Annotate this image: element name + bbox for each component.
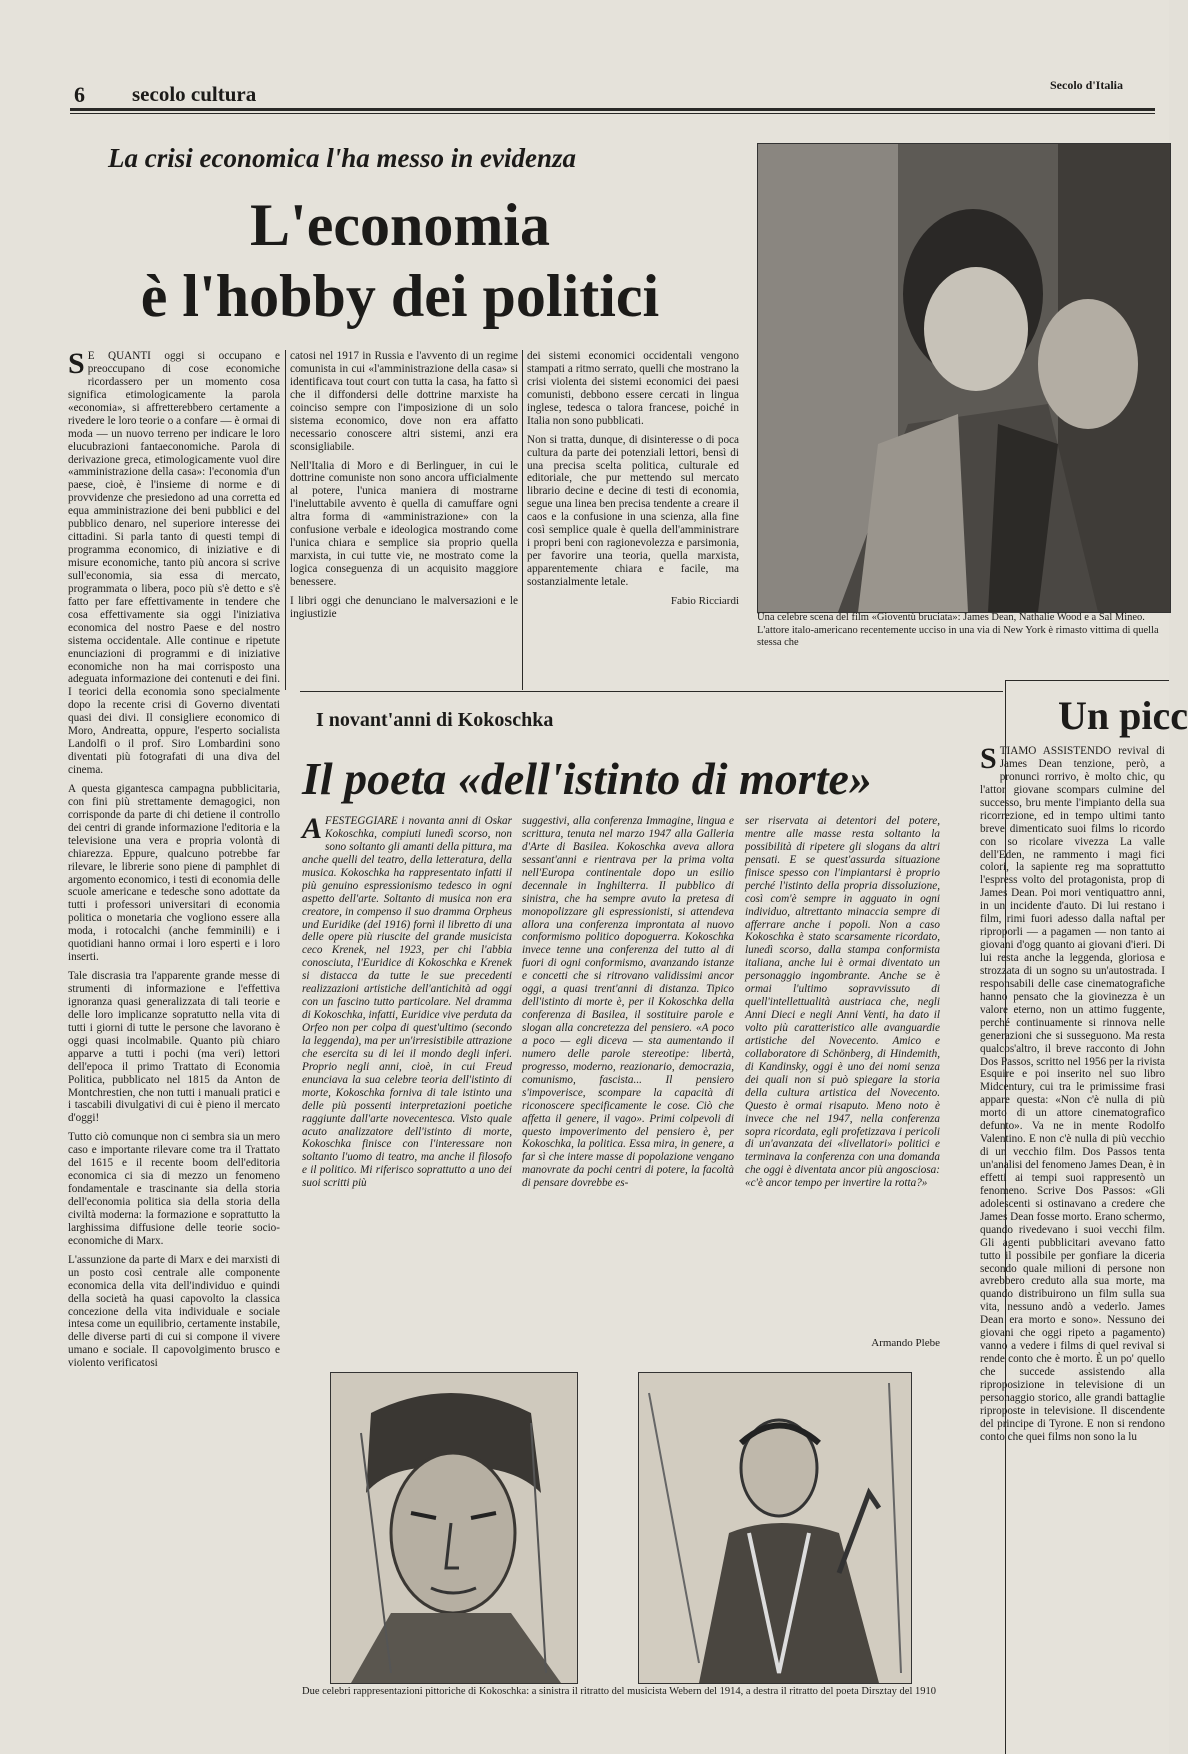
dirsztay-portrait-image (639, 1373, 911, 1683)
article1-column-2 (290, 350, 518, 690)
article2-signature: Armando Plebe (871, 1337, 940, 1349)
article1-col1-par5: L'assunzione da parte di Marx e dei marxisti di un posto così centrale alle componente economica della vita dell'individuo e quindi della società ha quasi capovolto la classica concezione della vita individuale e sociale intesa come un equilibrio, certamente instabile, delle diverse parti di cui si compone il vivere umano e sociale. Il capovolgimento brusco e violento verificatosi (68, 1253, 280, 1370)
column-divider (285, 350, 286, 690)
article1-col3-par1: dei sistemi economici occidentali vengono stampati a ritmo serrato, quelli che mostrano la crisi violenta dei sistemi economici dei paesi comunisti, debbono essere cercati in lingua inglese, tedesca o talora francese, poiché in Italia non sono pubblicati. (527, 350, 739, 427)
film-still-image (758, 144, 1170, 612)
webern-portrait-painting (330, 1372, 578, 1684)
article1-signature: Fabio Ricciardi (670, 594, 739, 607)
article2-col1-text: AFESTEGGIARE i novanta anni di Oskar Kokoschka, compiuti lunedì scorso, non sono soltanto gli amanti della pittura, ma anche quelli del teatro, della letteratura, della musica. Kokoschka ha rappresentato infatti il più genuino espressionismo tedesco in ogni aspetto dell'arte. Soltanto di musica non era creatore, in compenso il suo dramma Orpheus und Euridike (del 1916) fornì il libretto di una delle opere più riuscite del grande musicista ceco Krenek, nel 1923, per chi l'abbia conosciuta, l'Euridice di Kokoschka e Krenek si distacca da tutte le sue precedenti realizzazioni artistiche dell'antichità ad oggi con un fascino tutto particolare. Nel dramma di Kokoschka, infatti, Euridice vive perduta da Orfeo non per colpa di quest'ultimo (secondo la leggenda), ma per un'irresistibile attrazione che esercita su di lei il mondo degli inferi. Proprio negli anni, cioè, in cui Freud enunciava la sua celebre teoria dell'istinto di morte, Kokoschka forniva di tale istinto una delle più possenti interpretazioni poetiche raggiunte dall'arte novecentesca. Visto quale acuto analizzatore dell'istinto di morte, Kokoschka finisce con l'interessare non soltanto l'uomo di teatro, ma anche il filosofo e il politico. Mi riferisco soprattutto a uno dei suoi scritti più (302, 812, 512, 1190)
article1-col1-par2: A questa gigantesca campagna pubblicitaria, con fini più strettamente demagogici, non corrisponde da parte di chi detiene il controllo dei centri di grande informazione l'editoria e la televisione una vera e propria volontà di chiarezza. Eppure, qualcuno potrebbe far rilevare, le librerie sono piene di pamphlet di argomento economico, i testi di economia delle scuole americane e tedesche sono adottate da tutti i professori universitari di economia politica o monetaria che vogliono essere alla moda, i rotocalchi (anche femminili) e i quotidiani hanno ormai i loro esperti e i loro inserti. (68, 782, 280, 964)
article2-col3-text: ser riservata ai detentori del potere, mentre alle masse resta soltanto la possibilità di ripetere gli slogans da altri pensati. E se quest'assurda situazione finisce spesso con l'impiantarsi è proprio perché l'istinto della propria dissoluzione, così com'è sempre in agguato in ogni individuo, altrettanto minaccia sempre di afferrare anche i popoli. Non a caso Kokoschka è stato scarsamente ricordato, lunedì scorso, dalla stampa conformista italiana, anche lui è ormai diventato un personaggio ingombrante. Anche se è ormai l'ultimo sopravvissuto di quell'intellettualità austriaca che, negli Anni Dieci e negli Anni Venti, ha dato il volto più caratteristico alle avanguardie artistiche del Novecento. Amico e collaboratore di Schönberg, di Hindemith, di Kandinsky, oggi è uno dei nomi senza dei quali non si può spiegare la storia della cultura artistica del Novecento. Questo è ormai risaputo. Meno noto è invece che nel 1947, nella conferenza sopra ricordata, egli profetizzava i pericoli di un'avanzata dei «livellatori» politici e terminava la conferenza con una domanda che oggi è diventata ancor più angosciosa: «c'è ancor tempo per invertire la rotta?» (745, 815, 940, 1190)
box-border-top (1005, 680, 1169, 681)
article1-col1-par1: S E QUANTI oggi si occupano e preoccupano di cose economiche ricordassero per un momento cosa significa etimologicamente la parola «economia», si affretterebbero certamente a rivedere le loro teorie o a confare — è ormai di moda — un nuovo terreno per indicare le loro elucubrazioni fantaeconomiche. Parola di derivazione greca, etimologicamente vuol dire «amministrazione della casa»: l'economia d'un paese, cioè, è l'insieme di norme e di provvidenze che presiedono ad una corretta ed equa amministrazione dei beni pubblici e del pubblico denaro, nel superiore interesse dei cittadini. Si parla tanto di questi tempi di programma economico, di iniziative e di misure economiche, tanto più ancora si scrive sull'economia, sia essa di mercato, programmata o libera, poco più s'è detto e s'è fatto per fare effettivamente in tendere che cosa effettivamente sia oggi l'iniziativa economica del nostro Paese e del nostro sistema occidentale. Alle continue e ripetute enunciazioni di programmi e di iniziative economiche non ha mai corrisposto una adeguata informazione dei contenuti e dei fini. I teorici della economia sono specialmente dopo la recente crisi di Governo diventati quasi dei divi. Il consigliere economico di Moro, Andreatta, oppure, l'esperto socialista Landolfi o il prof. Siro Lombardini sono diventati più fotografati di una diva del cinema. (68, 347, 280, 776)
article3-dropcap: S (980, 742, 997, 775)
article1-col2-par2: Nell'Italia di Moro e di Berlinguer, in cui le dottrine comuniste non sono ancora ufficialmente al potere, l'unica maniera di mostrarne l'ineluttabile avvento è quella di camuffare ogni altra forma di «amministrazione» con la confusione verbale e ideologica mostrando come l'unica chiara e semplice sia proprio quella marxista, in cui tutte vie, ne mostrato come la logica conseguenza di un acquisito maggiore benessere. (290, 459, 518, 588)
article1-kicker: La crisi economica l'ha messo in evidenza (108, 143, 576, 173)
article1-col2-par3: I libri oggi che denunciano le malversazioni e le ingiustizie (290, 594, 518, 620)
article2-column-2 (522, 815, 734, 1352)
webern-portrait-image (331, 1373, 577, 1683)
film-still-photo (757, 143, 1171, 613)
article1-column-1 (68, 347, 280, 1685)
paintings-caption: Due celebri rappresentazioni pittoriche di Kokoschka: a sinistra il ritratto del musicista Webern del 1914, a destra il ritratto del poeta Dirsztay del 1910 (301, 1686, 936, 1697)
article1-col2-par1: catosi nel 1917 in Russia e l'avvento di un regime comunista in cui «l'amministrazione della casa» si identificava tout court con tutta la casa, ha fatto sì che il diffondersi delle dottrine marxiste ha coinciso sempre con l'imposizione di un solo sistema economico, dove non era affatto necessario conoscere altri sistemi, anzi era sconsigliabile. (290, 350, 518, 453)
section-title: secolo cultura (132, 82, 257, 106)
article2-column-3 (745, 815, 940, 1325)
article1-column-3 (527, 350, 739, 695)
paper-name: Secolo d'Italia (1050, 78, 1124, 92)
header-rule (70, 108, 1155, 111)
article2-dropcap: A (302, 812, 323, 845)
header-rule-thin (70, 113, 1155, 114)
dirsztay-portrait-painting (638, 1372, 912, 1684)
article1-headline-line1: L'economia (250, 192, 550, 258)
film-still-caption: Una celebre scena del film «Gioventù bruciata»: James Dean, Nathalie Wood e a Sal Mineo. L'attore italo-americano recentemente ucciso in una via di New York è rimasto vittima di quella stessa che (757, 612, 1159, 649)
article1-col1-par3: Tale discrasia tra l'apparente grande messe di strumenti di informazione e l'effettiva ignoranza quasi generalizzata di tali teorie e delle loro implicanze sopratutto nella vita di tutti i giorni di tutte le persone che lavorano è oggi quasi incolmabile. Quanto più chiaro apparve a tutti i pochi (ma veri) lettori dell'epoca il primo Trattato di Economia Politica, pubblicato nel 1815 da Anton de Montchrestien, che non tutti i manuali pratici e i tascabili divulgativi di cui è pieno il mercato d'oggi! (68, 970, 280, 1125)
article2-col2-text: suggestivi, alla conferenza Immagine, lingua e scrittura, tenuta nel marzo 1947 alla Galleria d'Arte di Basilea. Kokoschka aveva allora sessant'anni e rientrava per la prima volta nell'Europa continentale dopo un esilio decennale in Inghilterra. Il pubblico di sinistra, che ha sempre avuto la pretesa di monopolizzare gli espressionisti, si attendeva allora una conferenza improntata al nuovo conformismo politico dopoguerra. Kokoschka invece tenne una conferenza del tutto al di fuori di ogni conformismo, avanzando istanze e concetti che si ritrovano validissimi ancor oggi, a quasi trent'anni di distanza. Tipico dell'istinto di morte è, per il Kokoschka della conferenza di Basilea, il sostituire parole e slogan alla concretezza del pensiero. «A poco a poco — egli diceva — sta aumentando il numero delle parole stereotipe: libertà, progresso, moderno, reazionario, democrazia, comunismo, fascista... Il pensiero s'impoverisce, scompare la capacità di riconoscere specificamente le cose. Ciò che affetta il genere, il vago». Primi colpevoli di questo impoverimento del pensiero è, per Kokoschka, la politica. Essa mira, in genere, a far sì che intere masse di popolazione vengano manovrate da pochi centri di potere, la facoltà di pensare dovrebbe es- (522, 815, 734, 1190)
article2-kicker: I novant'anni di Kokoschka (316, 709, 554, 731)
article3-column (980, 742, 1165, 1745)
article2-headline: Il poeta «dell'istinto di morte» (302, 753, 872, 804)
article1-col3-par2: Non si tratta, dunque, di disinteresse o di poca cultura da parte dei potenziali lettori, bensì di una precisa scelta politica, culturale ed editoriale, che pur mettendo sul mercato librario decine e decine di testi di economia, segue una linea ben precisa tendente a creare il caos e la confusione in una scienza, alla fine così semplice quale è quella dell'amministrare i propri beni con ragionevolezza e parsimonia, per favorire una teoria, quella marxista, apparentemente chiara e facile, ma sostanzialmente letale. (527, 433, 739, 588)
article1-headline-line2: è l'hobby dei politici (140, 262, 660, 329)
section-rule (300, 691, 1003, 692)
column-divider (522, 350, 523, 690)
article1-headline (100, 190, 700, 332)
article1-col1-par4: Tutto ciò comunque non ci sembra sia un mero caso e importante rilevare come tra il Trattato del 1615 e il recente boom dell'editoria economica ci sia di mezzo un fenomeno fondamentale e trascinante sia della storia dell'economia politica sia della storia della civiltà moderna: la formazione e soprattutto la larghissima diffusione delle teorie socio-economiche di Marx. (68, 1131, 280, 1247)
article3-text: STIAMO ASSISTENDO revival di James Dean tenzione, però, a pronunci rorrivo, è molto chic, qu l'attor giovane scompars culmine del successo, bru mente l'impianto della sua ricorrezione, ed in tempo ultimi tanto breve dimenticato suoi films lo ricordo con so ricolare vivezza La valle dell'Eden, ne rammento i magi fici colori, la sapiente reg ma soprattutto l'espress volto del protagonista, prop di James Dean. Poi mori ventiquattro anni, in un incidente d'auto. Di lui restano i film, rimi fuori adesso dalla naftal per riproporli — a pagamen — non tanto ai giovani d'ogg quanto ai giovani d'ieri. Di lui resta anche la leggenda, gloriosa e strozzata di un sogno su un'autostrada. I responsabili delle case cinematografiche hanno pensato che la giovinezza è un valore eterno, non un attimo fuggente, perché continuamente si rinnova nelle generazioni che si susseguono. Ma resta qualcos'altro, il breve racconto di John Dos Passos, scritto nel 1956 per la rivista Esquire e poi inserito nel suo libro Midcentury, cui tra le primissime frasi appare questa: «Non c'è nulla di più morto di un attore cinematografico defunto». Va ne in mente Rodolfo Valentino. E non c'è nulla di più vecchio di un vecchio film. Dos Passos tenta un'analisi del fenomeno James Dean, è in effetti ai tempi suoi rappresentò un fenomeno. Scrive Dos Passos: «Gli adolescenti si ostinavano a credere che James Dean fosse morto. Erano schermo, quando rivedevano i suoi vecchi film. Gli agenti pubblicitari avevano fatto tutto il possibile per gonfiare la diceria secondo quale milioni di persone non avrebbero creduto alla sua morte, ma quando distribuirono un film sulla sua vita, nessuno andò a vederlo. James Dean era morto e sono». Nessuno dei giovani che oggi ripeto a pagamento) vanno a vedere i films di quel revival si rende conto che è morto. È un po' quello che succede assistendo alla riproposizione in televisione di un personaggio storico, alle grandi battaglie riproposte in televisione. Il discendente del principe di Tyrone. E non si rendono conto che quei films non sono la lu (980, 742, 1165, 1443)
page-number: 6 (74, 82, 85, 107)
article3-headline: Un picc (1058, 693, 1188, 738)
article1-dropcap: S (68, 347, 85, 380)
article2-column-1 (302, 812, 512, 1352)
